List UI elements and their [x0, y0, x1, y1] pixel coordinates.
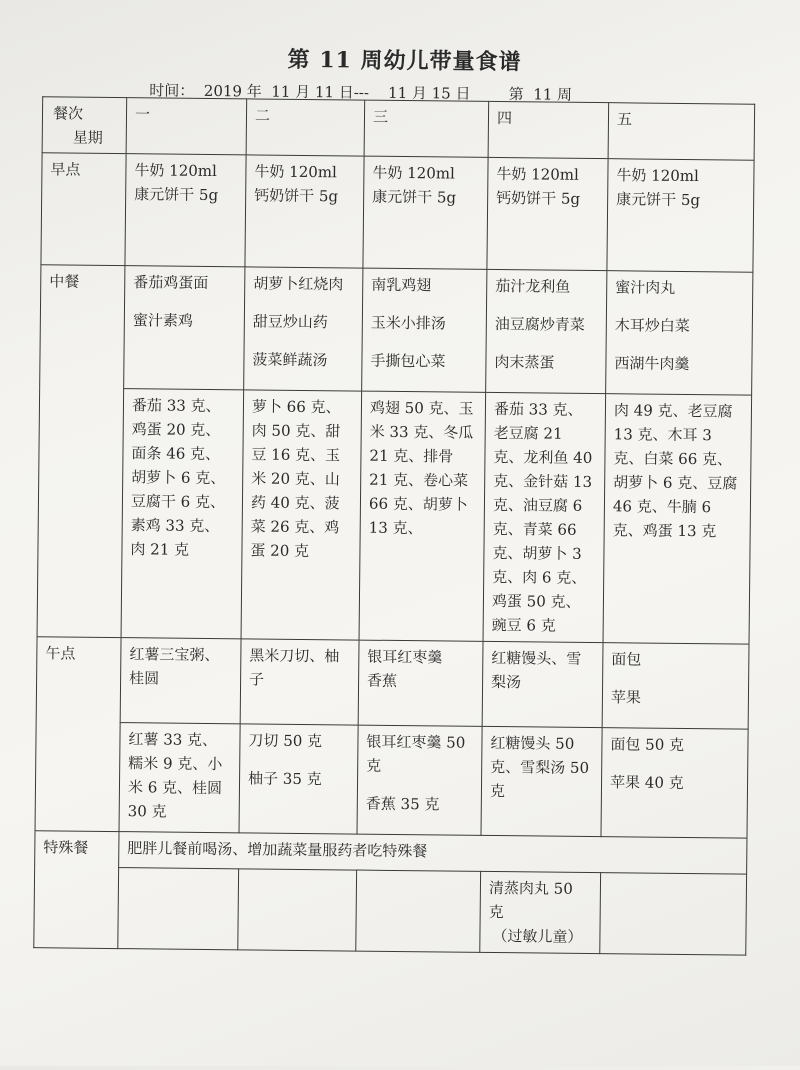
lunch-dish-cell: 番茄鸡蛋面 蜜汁素鸡 — [124, 266, 245, 390]
breakfast-row — [41, 153, 754, 272]
snack-amount-cell: 银耳红枣羹 50 克 香蕉 35 克 — [357, 725, 482, 835]
lunch-amount-cell: 番茄 33 克、老豆腐 21 克、龙利鱼 40 克、金针菇 13 克、油豆腐 6 克、青菜 66 克、胡萝卜 3 克、肉 6 克、鸡蛋 50 克、豌豆 6 克 — [483, 392, 606, 642]
day-header: 三 — [364, 100, 489, 157]
meal-label: 餐次 — [52, 104, 84, 123]
lunch-amount-row — [37, 388, 752, 644]
snack-dish-cell: 面包 苹果 — [602, 643, 749, 730]
special-cell — [238, 869, 357, 951]
header-row — [42, 97, 755, 160]
day-header: 一 — [126, 98, 247, 155]
date-label: 时间： — [149, 81, 195, 100]
page-title: 第 11 周幼儿带量食谱 — [287, 46, 522, 76]
lunch-amount-cell: 番茄 33 克、鸡蛋 20 克、面条 46 克、胡萝卜 6 克、豆腐干 6 克、素鸡 33 克、肉 21 克 — [121, 389, 244, 639]
lunch-amount-cell: 肉 49 克、老豆腐 13 克、木耳 3 克、白菜 66 克、胡萝卜 6 克、豆腐 46 克、牛腩 6 克、鸡蛋 13 克 — [603, 394, 752, 645]
lunch-dish-cell: 胡萝卜红烧肉 甜豆炒山药 菠菜鲜蔬汤 — [244, 267, 363, 391]
lunch-dish-row — [40, 265, 753, 395]
day-header: 四 — [488, 101, 609, 158]
special-note: 肥胖儿餐前喝汤、增加蔬菜量服药者吃特殊餐 — [119, 832, 747, 875]
lunch-amount-cell: 萝卜 66 克、肉 50 克、甜豆 16 克、玉米 20 克、山药 40 克、菠菜 26 克、鸡蛋 20 克 — [241, 390, 362, 640]
day-header: 二 — [246, 99, 365, 156]
breakfast-cell: 牛奶 120ml 钙奶饼干 5g — [245, 155, 364, 268]
snack-dish-row — [36, 637, 749, 729]
snack-dish-cell: 红糖馒头、雪梨汤 — [482, 641, 603, 727]
special-cell — [118, 868, 239, 950]
snack-label: 午点 — [35, 637, 121, 832]
end-date: 11 月 15 日 — [387, 83, 471, 103]
snack-dish-cell: 黑米刀切、柚子 — [240, 639, 359, 725]
lunch-label: 中餐 — [37, 265, 125, 638]
snack-amount-row — [35, 722, 748, 838]
lunch-amount-cell: 鸡翅 50 克、玉米 33 克、冬瓜 21 克、排骨 21 克、卷心菜 66 克、胡萝卜 13 克、 — [359, 391, 486, 641]
special-cell — [600, 873, 747, 956]
corner-cell — [42, 97, 127, 154]
day-label: 星期 — [72, 128, 103, 147]
breakfast-cell: 牛奶 120ml 康元饼干 5g — [363, 156, 488, 269]
special-cell-thursday: 清蒸肉丸 50 克 （过敏儿童） — [480, 871, 601, 953]
snack-amount-cell: 红糖馒头 50 克、雪梨汤 50 克 — [481, 726, 602, 836]
lunch-dish-cell: 南乳鸡翅 玉米小排汤 手撕包心菜 — [362, 268, 487, 392]
breakfast-label: 早点 — [41, 153, 126, 266]
start-date: 2019 年 11 月 11 日--- — [203, 81, 370, 102]
snack-amount-cell: 刀切 50 克 柚子 35 克 — [239, 724, 358, 834]
snack-dish-cell: 银耳红枣羹 香蕉 — [358, 640, 483, 726]
special-cell — [356, 870, 481, 952]
breakfast-cell: 牛奶 120ml 钙奶饼干 5g — [487, 157, 608, 270]
snack-amount-cell: 红薯 33 克、糯米 9 克、小米 6 克、桂圆 30 克 — [119, 723, 240, 833]
special-label: 特殊餐 — [34, 831, 119, 949]
day-header: 五 — [608, 103, 755, 161]
snack-amount-cell: 面包 50 克 苹果 40 克 — [601, 728, 748, 839]
lunch-dish-cell: 蜜汁肉丸 木耳炒白菜 西湖牛肉羹 — [606, 271, 753, 396]
breakfast-cell: 牛奶 120ml 康元饼干 5g — [125, 154, 246, 267]
breakfast-cell: 牛奶 120ml 康元饼干 5g — [607, 159, 754, 273]
snack-dish-cell: 红薯三宝粥、桂圆 — [120, 638, 241, 724]
lunch-dish-cell: 茄汁龙利鱼 油豆腐炒青菜 肉末蒸蛋 — [486, 269, 607, 393]
menu-table — [33, 96, 755, 955]
special-item-row — [34, 867, 747, 955]
week-number: 第 11 周 — [508, 85, 573, 104]
